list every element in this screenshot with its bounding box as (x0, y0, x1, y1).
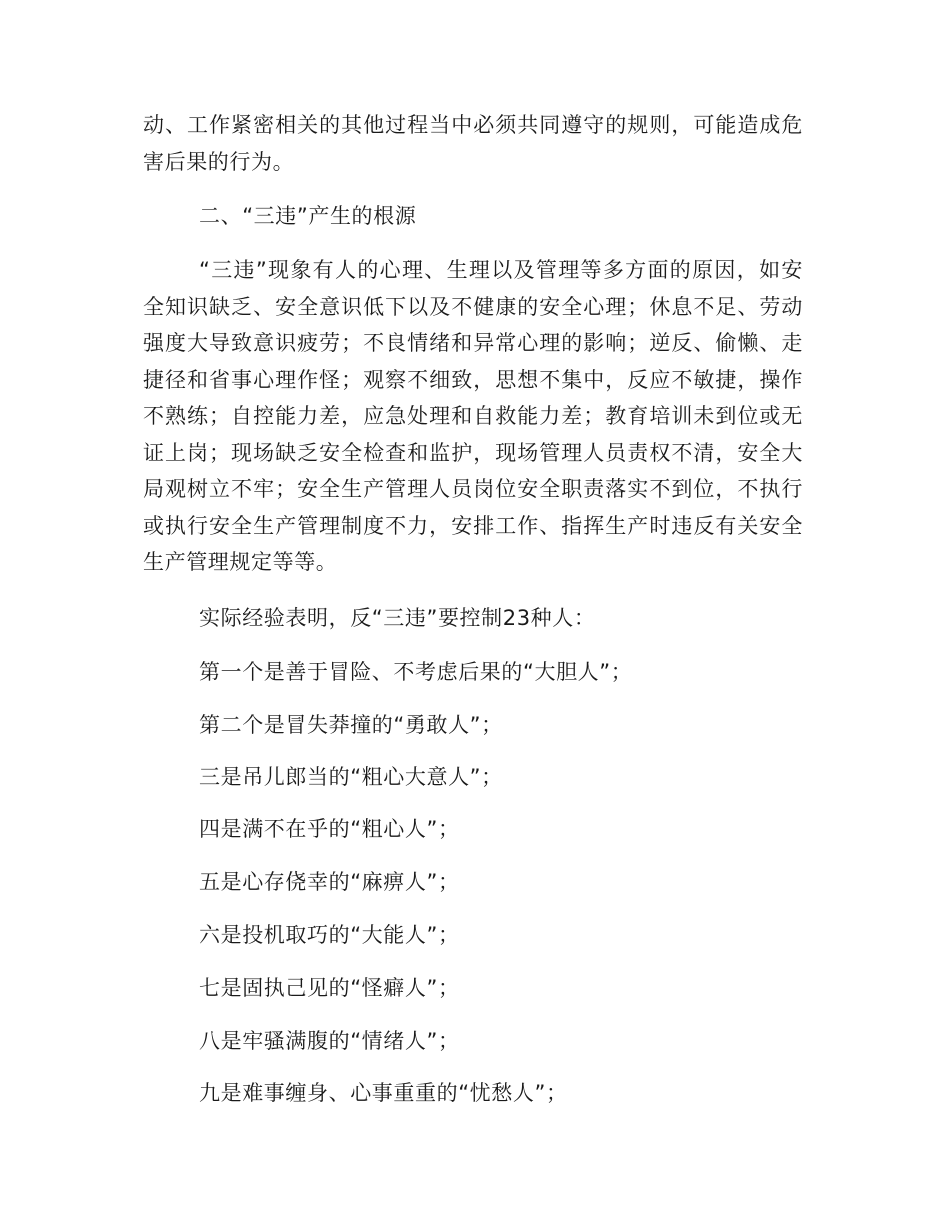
list-item: 第一个是善于冒险、不考虑后果的“大胆人”； (199, 660, 633, 684)
list-item: 七是固执己见的“怪癖人”； (199, 976, 460, 1000)
list-item: 第二个是冒失莽撞的“勇敢人”； (199, 713, 503, 737)
list-item: 三是吊儿郎当的“粗心大意人”； (199, 765, 503, 789)
paragraph-continuation: 动、工作紧密相关的其他过程当中必须共同遵守的规则，可能造成危害后果的行为。 (143, 113, 803, 174)
list-item: 四是满不在乎的“粗心人”； (199, 817, 460, 841)
paragraph-intro-list: 实际经验表明，反“三违”要控制23种人： (199, 606, 596, 630)
list-item: 六是投机取巧的“大能人”； (199, 923, 460, 947)
list-item: 五是心存侥幸的“麻痹人”； (199, 870, 460, 894)
list-item: 九是难事缠身、心事重重的“忧愁人”； (199, 1081, 568, 1105)
paragraph-root-causes: “三违”现象有人的心理、生理以及管理等多方面的原因，如安全知识缺乏、安全意识低下以及不健康的安全心理；休息不足、劳动强度大导致意识疲劳；不良情绪和异常心理的影响；逆反、偷懒、走捷径和省事心理作怪；观察不细致，思想不集中，反应不敏捷，操作不熟练；自控能力差，应急处理和自救能力差；教育培训未到位或无证上岗；现场缺乏安全检查和监护，现场管理人员责权不清，安全大局观树立不牢；安全生产管理人员岗位安全职责落实不到位，不执行或执行安全生产管理制度不力，安排工作、指挥生产时违反有关安全生产管理规定等等。 (143, 258, 803, 574)
section-heading: 二、“三违”产生的根源 (199, 204, 417, 228)
list-item: 八是牢骚满腹的“情绪人”； (199, 1029, 460, 1053)
